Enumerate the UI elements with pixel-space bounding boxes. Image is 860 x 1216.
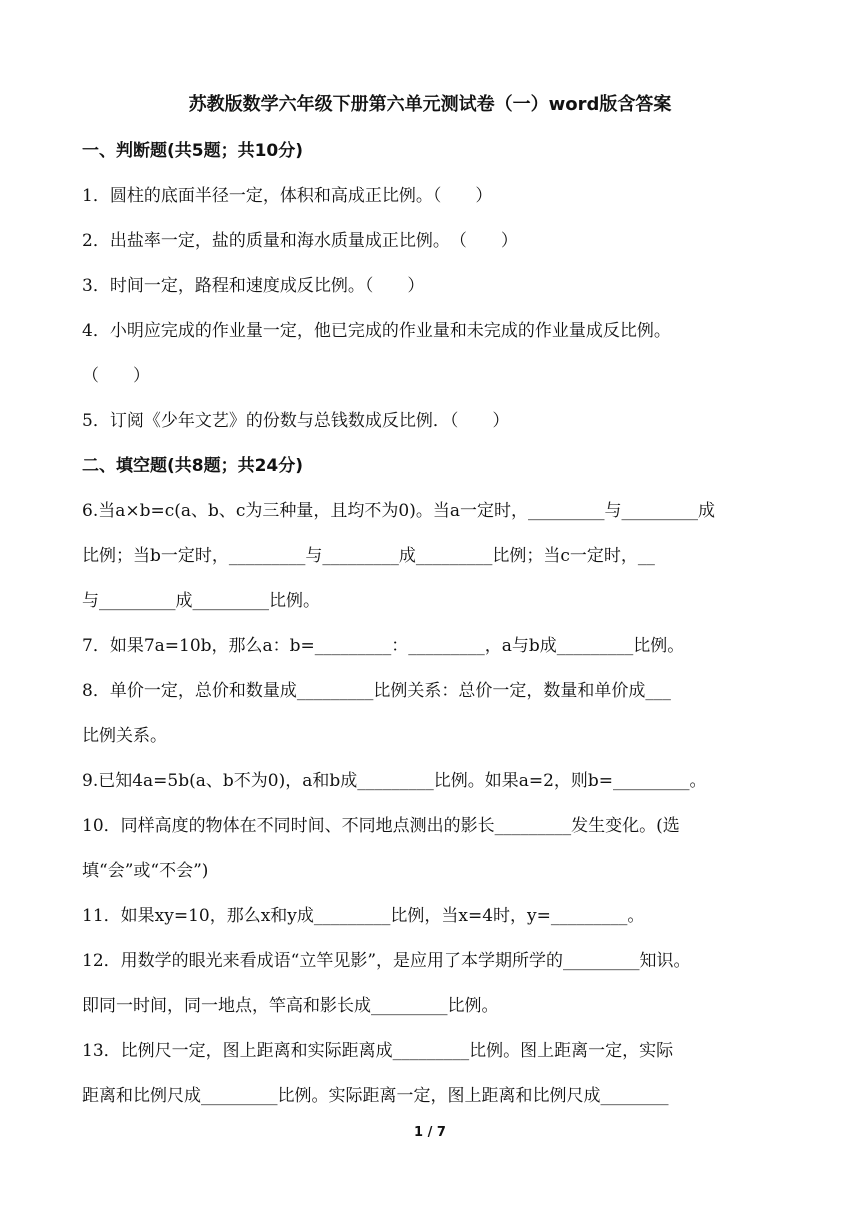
question-12-line-1: 12．用数学的眼光来看成语“立竿见影”，是应用了本学期所学的_________知识。 <box>82 951 691 971</box>
question-4: 4．小明应完成的作业量一定，他已完成的作业量和未完成的作业量成反比例。 <box>82 321 671 341</box>
document-title: 苏教版数学六年级下册第六单元测试卷（一）word版含答案 <box>188 94 672 115</box>
question-9: 9.已知4a=5b(a、b不为0)，a和b成_________比例。如果a=2，则b=_________。 <box>82 771 707 791</box>
question-6-line-2: 比例；当b一定时，_________与_________成_________比例；当c一定时，__ <box>82 546 655 566</box>
question-12-line-2: 即同一时间，同一地点，竿高和影长成_________比例。 <box>82 996 499 1016</box>
question-13-line-1: 13．比例尺一定，图上距离和实际距离成_________比例。图上距离一定，实际 <box>82 1041 674 1061</box>
question-2: 2．出盐率一定，盐的质量和海水质量成正比例。 （ ） <box>82 231 518 251</box>
page-number: 1 / 7 <box>414 1125 446 1140</box>
question-6-line-3: 与_________成_________比例。 <box>82 591 320 611</box>
question-4-bracket: （ ） <box>82 366 150 386</box>
question-7: 7．如果7a=10b，那么a：b=_________：_________，a与b成_________比例。 <box>82 636 685 656</box>
question-10-line-1: 10．同样高度的物体在不同时间、不同地点测出的影长_________发生变化。(选 <box>82 816 680 836</box>
question-6-line-1: 6.当a×b=c(a、b、c为三种量，且均不为0)。当a一定时，_________与_________成 <box>82 501 716 521</box>
section-heading-fill-blank: 二、填空题(共8题；共24分) <box>82 456 304 476</box>
question-8-line-2: 比例关系。 <box>82 726 167 746</box>
question-1: 1．圆柱的底面半径一定，体积和高成正比例。（ ） <box>82 186 493 206</box>
question-11: 11．如果xy=10，那么x和y成_________比例，当x=4时，y=_________。 <box>82 906 645 926</box>
question-8-line-1: 8．单价一定，总价和数量成_________比例关系：总价一定，数量和单价成___ <box>82 681 671 701</box>
question-13-line-2: 距离和比例尺成_________比例。实际距离一定，图上距离和比例尺成________ <box>82 1086 669 1106</box>
question-5: 5．订阅《少年文艺》的份数与总钱数成反比例．（ ） <box>82 411 510 431</box>
section-heading-judgement: 一、判断题(共5题；共10分) <box>82 141 304 161</box>
question-3: 3．时间一定，路程和速度成反比例。（ ） <box>82 276 425 296</box>
question-10-line-2: 填“会”或“不会”) <box>82 861 209 881</box>
